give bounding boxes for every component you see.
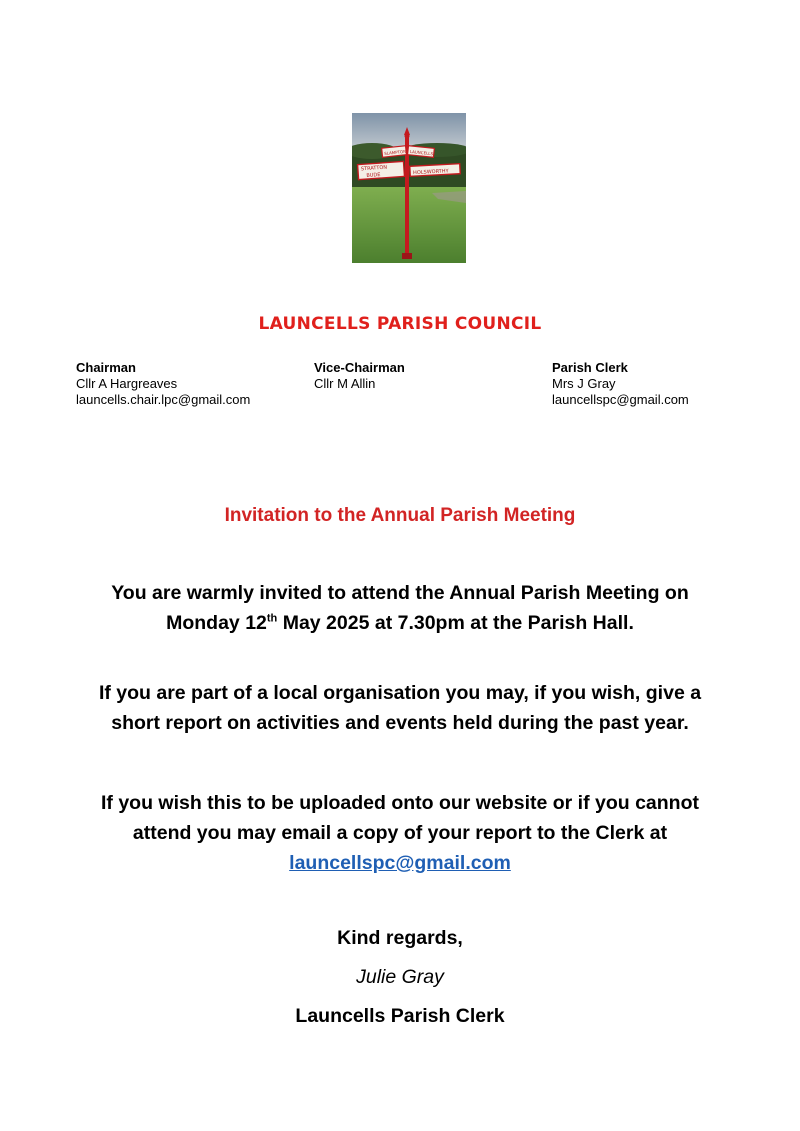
- signature-name: Julie Gray: [356, 966, 444, 988]
- vice-chairman-name: Cllr M Allin: [314, 376, 376, 391]
- signpost-illustration: [352, 113, 466, 263]
- paragraph-line: If you wish this to be uploaded onto our website or if you cannot: [100, 792, 699, 814]
- paragraph-line: If you are part of a local organisation you may, if you wish, give a: [98, 682, 702, 704]
- report-invitation-paragraph: [40, 678, 760, 738]
- clerk-email-link[interactable]: launcellspc@gmail.com: [289, 852, 511, 874]
- paragraph-line: You are warmly invited to attend the Annual Parish Meeting on: [111, 582, 689, 604]
- ordinal-suffix: th: [266, 612, 278, 625]
- chairman-name: Cllr A Hargreaves: [76, 376, 178, 391]
- paragraph-line: short report on activities and events held during the past year.: [111, 712, 689, 734]
- signatory-title: Launcells Parish Clerk: [295, 1005, 505, 1027]
- svg-text:BUDE: BUDE: [366, 172, 381, 180]
- officer-vice-chairman: [314, 360, 405, 392]
- clerk-name: Mrs J Gray: [552, 376, 616, 391]
- svg-text:LAUNCELLS: LAUNCELLS: [409, 148, 434, 157]
- council-name-heading: LAUNCELLS PARISH COUNCIL: [258, 314, 542, 334]
- date-time-venue-text: May 2025 at 7.30pm at the Parish Hall.: [277, 612, 634, 634]
- signpost-photo: [352, 113, 466, 263]
- officer-chairman: [76, 360, 250, 408]
- svg-text:HOLSWORTHY: HOLSWORTHY: [412, 168, 449, 177]
- chairman-email: launcells.chair.lpc@gmail.com: [76, 392, 251, 407]
- svg-text:SLAMPTON: SLAMPTON: [383, 148, 407, 157]
- officer-parish-clerk: [552, 360, 689, 408]
- vice-chairman-role-label: Vice-Chairman: [314, 360, 405, 375]
- paragraph-line: attend you may email a copy of your report to the Clerk at: [132, 822, 668, 844]
- closing-salutation: Kind regards,: [337, 927, 463, 949]
- chairman-role-label: Chairman: [76, 360, 136, 375]
- svg-text:STRATTON: STRATTON: [360, 164, 388, 173]
- invitation-heading: Invitation to the Annual Parish Meeting: [224, 505, 576, 526]
- clerk-email: launcellspc@gmail.com: [552, 392, 689, 407]
- email-instructions-paragraph: [40, 788, 760, 878]
- date-text: Monday 12: [166, 612, 267, 634]
- paragraph-line: [40, 608, 760, 638]
- meeting-details-paragraph: [40, 578, 760, 638]
- clerk-role-label: Parish Clerk: [552, 360, 628, 375]
